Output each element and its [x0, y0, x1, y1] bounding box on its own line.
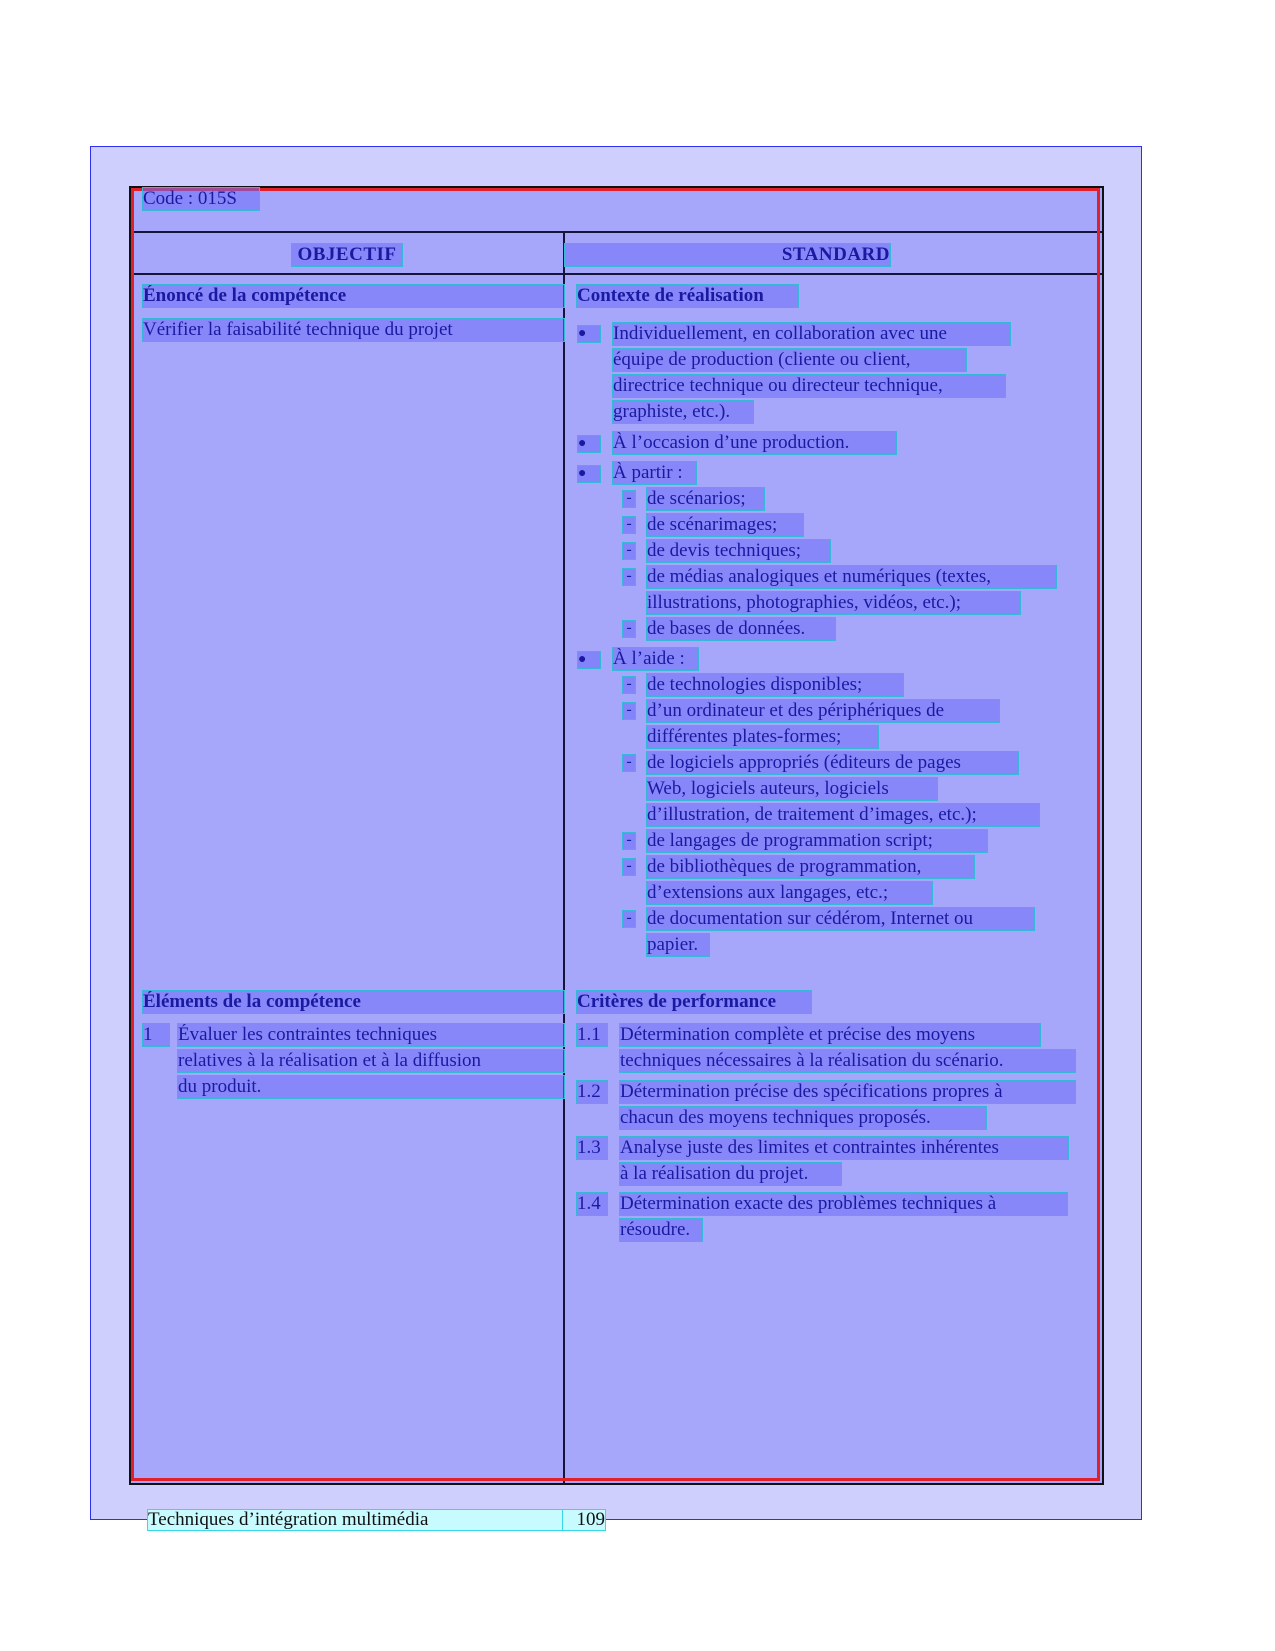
critere-2-line2: chacun des moyens techniques proposés.: [620, 1107, 986, 1129]
contexte-b4: À l’aide :: [613, 648, 698, 670]
code-label: Code : 015S: [143, 188, 259, 210]
dash-icon: -: [623, 859, 635, 875]
contexte-b3: À partir :: [613, 462, 696, 484]
dash-icon: -: [623, 703, 635, 719]
b4-item3-line3: d’illustration, de traitement d’images, etc.);: [647, 804, 1039, 826]
b4-item3-line2: Web, logiciels auteurs, logiciels: [647, 778, 937, 800]
dash-icon: -: [623, 569, 635, 585]
b3-item3: de devis techniques;: [647, 540, 830, 562]
objectif-header: OBJECTIF: [292, 244, 402, 266]
elements-title: Éléments de la compétence: [143, 991, 564, 1013]
b4-item3-line1: de logiciels appropriés (éditeurs de pages: [647, 752, 1018, 774]
dash-icon: -: [623, 911, 635, 927]
contexte-title: Contexte de réalisation: [577, 285, 798, 307]
b4-item6-line1: de documentation sur cédérom, Internet ou: [647, 908, 1034, 930]
b4-item2-line1: d’un ordinateur et des périphériques de: [647, 700, 999, 722]
dash-icon: -: [623, 755, 635, 771]
element-line2: relatives à la réalisation et à la diffusion: [178, 1050, 564, 1072]
b3-item4-line2: illustrations, photographies, vidéos, etc.);: [647, 592, 1020, 614]
contexte-b1-line4: graphiste, etc.).: [613, 401, 753, 423]
dash-icon: -: [623, 517, 635, 533]
b3-item2: de scénarimages;: [647, 514, 803, 536]
footer-title: Techniques d’intégration multimédia: [148, 1510, 563, 1530]
contexte-b1-line2: équipe de production (cliente ou client,: [613, 349, 966, 371]
b4-item2-line2: différentes plates-formes;: [647, 726, 878, 748]
element-number: 1: [143, 1024, 169, 1046]
critere-1-line2: techniques nécessaires à la réalisation du scénario.: [620, 1050, 1075, 1072]
critere-3-line1: Analyse juste des limites et contraintes inhérentes: [620, 1137, 1068, 1159]
standard-header: STANDARD: [565, 244, 890, 266]
dash-icon: -: [623, 621, 635, 637]
critere-3-num: 1.3: [577, 1137, 607, 1159]
criteres-title: Critères de performance: [577, 991, 811, 1013]
critere-2-num: 1.2: [577, 1081, 607, 1103]
critere-4-num: 1.4: [577, 1193, 607, 1215]
critere-4-line1: Détermination exacte des problèmes techniques à: [620, 1193, 1067, 1215]
b3-item4-line1: de médias analogiques et numériques (textes,: [647, 566, 1056, 588]
b4-item6-line2: papier.: [647, 934, 709, 956]
b4-item5-line2: d’extensions aux langages, etc.;: [647, 882, 932, 904]
b4-item4: de langages de programmation script;: [647, 830, 987, 852]
b3-item1: de scénarios;: [647, 488, 764, 510]
b4-item1: de technologies disponibles;: [647, 674, 903, 696]
critere-1-line1: Détermination complète et précise des moyens: [620, 1024, 1040, 1046]
bullet-icon: ●: [578, 652, 600, 668]
contexte-b2: À l’occasion d’une production.: [613, 432, 896, 454]
element-line1: Évaluer les contraintes techniques: [178, 1024, 564, 1046]
bullet-icon: ●: [578, 466, 600, 482]
critere-2-line1: Détermination précise des spécifications propres à: [620, 1081, 1075, 1103]
enonce-title: Énoncé de la compétence: [143, 285, 564, 307]
element-line3: du produit.: [178, 1076, 564, 1098]
critere-4-line2: résoudre.: [620, 1219, 702, 1241]
b4-item5-line1: de bibliothèques de programmation,: [647, 856, 974, 878]
page-number: 109: [563, 1510, 605, 1530]
dash-icon: -: [623, 677, 635, 693]
header-bottom-rule: [131, 273, 1102, 275]
dash-icon: -: [623, 491, 635, 507]
header-top-rule: [131, 231, 1102, 233]
critere-1-num: 1.1: [577, 1024, 607, 1046]
critere-3-line2: à la réalisation du projet.: [620, 1163, 841, 1185]
column-divider: [563, 232, 565, 1484]
dash-icon: -: [623, 833, 635, 849]
b3-item5: de bases de données.: [647, 618, 835, 640]
bullet-icon: ●: [578, 326, 600, 342]
contexte-b1-line1: Individuellement, en collaboration avec une: [613, 323, 1010, 345]
contexte-b1-line3: directrice technique ou directeur technique,: [613, 375, 1005, 397]
bullet-icon: ●: [578, 436, 600, 452]
dash-icon: -: [623, 543, 635, 559]
enonce-text: Vérifier la faisabilité technique du projet: [143, 319, 564, 341]
